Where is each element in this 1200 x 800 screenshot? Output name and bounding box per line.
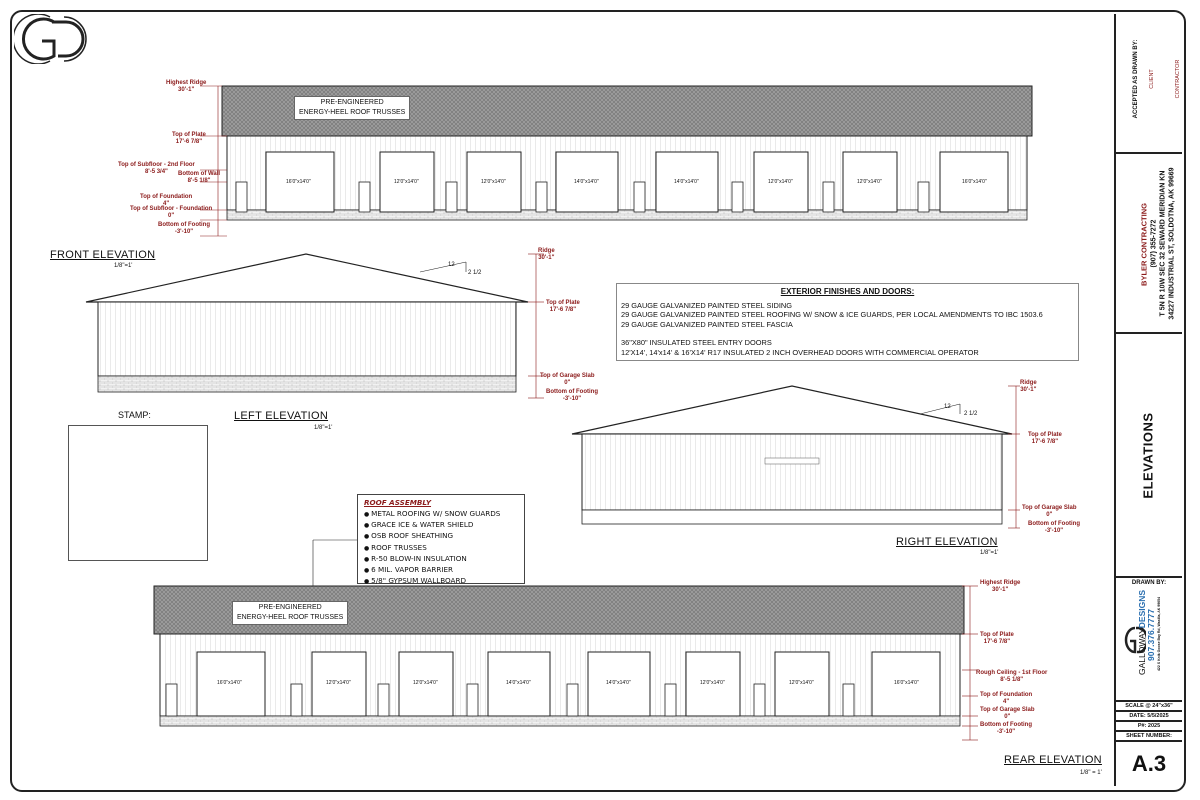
- roof-assembly-item: ● GRACE ICE & WATER SHIELD: [364, 520, 518, 531]
- door-label: 12'0"x14'0": [394, 179, 419, 185]
- door-label: 16'0"x14'0": [217, 680, 242, 686]
- front-highest-ridge-label: Highest Ridge 30'-1": [166, 80, 207, 93]
- tb-company: BYLER CONTRACTING: [1139, 203, 1149, 286]
- right-pitch-rise: 2 1/2: [964, 411, 978, 417]
- tb-drawn-by: [1116, 578, 1182, 702]
- rear-rough-ceiling-label: Rough Ceiling - 1st Floor 8'-5 1/8": [976, 670, 1048, 683]
- left-pitch-rise: 2 1/2: [468, 270, 482, 276]
- rear-footing-label: Bottom of Footing -3'-10": [980, 722, 1032, 735]
- rear-top-foundation-label: Top of Foundation 4": [980, 692, 1033, 705]
- left-pitch-run: 12: [448, 262, 455, 268]
- tb-firm-name: GALLOWAYDESIGNS: [1137, 589, 1147, 675]
- tb-project-number: P#: 2025: [1116, 722, 1182, 732]
- tb-scale: SCALE @ 24"x36": [1116, 702, 1182, 712]
- roof-assembly-item: ● 5/8" GYPSUM WALLBOARD: [364, 576, 518, 587]
- door-label: 16'0"x14'0": [286, 179, 311, 185]
- rear-elevation-scale: 1/8" = 1': [1080, 770, 1102, 776]
- notes-heading: EXTERIOR FINISHES AND DOORS:: [780, 287, 915, 296]
- roof-assembly-item: ● OSB ROOF SHEATHING: [364, 531, 518, 542]
- left-footing-label: Bottom of Footing -3'-10": [546, 389, 598, 402]
- door-label: 14'0"x14'0": [506, 680, 531, 686]
- rear-garage-label: Top of Garage Slab 0": [980, 707, 1035, 720]
- front-top-plate-label: Top of Plate 17'-6 7/8": [172, 132, 206, 145]
- front-top-foundation-label: Top of Foundation 4": [140, 194, 193, 207]
- exterior-finishes-notes: [616, 283, 1079, 361]
- tb-date: DATE: 5/5/2025: [1116, 712, 1182, 722]
- roof-assembly-item: ● 6 MIL. VAPOR BARRIER: [364, 565, 518, 576]
- tb-legal: T 5N R 10W SEC 32 SEWARD MERIDIAN KN: [1159, 170, 1167, 317]
- notes-line: 29 GAUGE GALVANIZED PAINTED STEEL ROOFING W/ SNOW & ICE GUARDS, PER LOCAL AMENDMENTS TO IBC 1503.6: [621, 310, 1043, 319]
- stamp-label: STAMP:: [118, 410, 151, 420]
- front-bottom-wall-label: Bottom of Wall 8'-5 1/8": [178, 171, 221, 184]
- door-label: 16'0"x14'0": [962, 179, 987, 185]
- front-subfloor-foundation-label: Top of Subfloor - Foundation 0": [130, 206, 213, 219]
- door-label: 14'0"x14'0": [574, 179, 599, 185]
- notes-line: 12'X14', 14'x14' & 16'X14' R17 INSULATED 2 INCH OVERHEAD DOORS WITH COMMERCIAL OPERATOR: [621, 347, 979, 357]
- right-pitch-run: 12: [944, 404, 951, 410]
- right-elevation-title: RIGHT ELEVATION: [896, 536, 998, 548]
- door-label: 12'0"x14'0": [326, 680, 351, 686]
- right-ridge-label: Ridge 30'-1": [1020, 380, 1037, 393]
- tb-sheet-number: A.3: [1131, 751, 1167, 776]
- roof-assembly-item: ● METAL ROOFING W/ SNOW GUARDS: [364, 509, 518, 520]
- roof-assembly-item: ● ROOF TRUSSES: [364, 543, 518, 554]
- roof-assembly-heading: ROOF ASSEMBLY: [364, 498, 432, 507]
- tb-drawn-by-label: DRAWN BY:: [1131, 580, 1167, 586]
- tb-project: [1116, 154, 1182, 334]
- front-truss-label-line2: ENERGY-HEEL ROOF TRUSSES: [299, 109, 406, 116]
- right-elevation-scale: 1/8"=1': [980, 550, 999, 556]
- rear-top-plate-label: Top of Plate 17'-6 7/8": [980, 632, 1014, 645]
- rear-highest-ridge-label: Highest Ridge 30'-1": [980, 580, 1021, 593]
- right-garage-label: Top of Garage Slab 0": [1022, 505, 1077, 518]
- door-label: 14'0"x14'0": [674, 179, 699, 185]
- right-elevation-drawing: [560, 380, 1020, 540]
- front-truss-label-line1: PRE-ENGINEERED: [320, 99, 384, 106]
- left-elevation-title: LEFT ELEVATION: [234, 410, 329, 422]
- left-ridge-label: Ridge 30'-1": [538, 248, 555, 261]
- door-label: 12'0"x14'0": [857, 179, 882, 185]
- tb-firm-phone: 907.376.7777: [1146, 609, 1156, 661]
- rear-elevation-drawing: [0, 530, 1110, 760]
- tb-accepted-label: ACCEPTED AS DRAWN BY:: [1133, 39, 1139, 119]
- front-elevation-scale: 1/8"=1': [114, 263, 133, 269]
- right-footing-label: Bottom of Footing -3'-10": [1028, 521, 1080, 534]
- left-elevation-scale: 1/8"=1': [314, 425, 333, 431]
- tb-contractor-label: CONTRACTOR: [1175, 59, 1181, 99]
- tb-sheet-number-label: SHEET NUMBER:: [1116, 732, 1182, 742]
- rear-truss-label-line2: ENERGY-HEEL ROOF TRUSSES: [237, 614, 344, 621]
- front-bottom-footing-label: Bottom of Footing -3'-10": [158, 222, 210, 235]
- title-block: [1114, 14, 1182, 786]
- tb-address: 34227 INDUSTRIAL ST, SOLDOTNA, AK 99669: [1168, 167, 1176, 320]
- left-garage-label: Top of Garage Slab 0": [540, 373, 595, 386]
- rear-truss-label-line1: PRE-ENGINEERED: [258, 604, 322, 611]
- door-label: 14'0"x14'0": [606, 680, 631, 686]
- left-top-plate-label: Top of Plate 17'-6 7/8": [546, 300, 580, 313]
- rear-elevation-title: REAR ELEVATION: [1004, 754, 1102, 766]
- tb-phone: (907) 355-7272: [1150, 219, 1158, 268]
- right-top-plate-label: Top of Plate 17'-6 7/8": [1028, 432, 1062, 445]
- tb-client-label: CLIENT: [1149, 69, 1155, 89]
- notes-line: 29 GAUGE GALVANIZED PAINTED STEEL FASCIA: [621, 319, 793, 329]
- left-elevation-drawing: [0, 0, 620, 420]
- roof-assembly-item: ● R-50 BLOW-IN INSULATION: [364, 554, 518, 565]
- notes-line: 36"X80" INSULATED STEEL ENTRY DOORS: [621, 338, 772, 347]
- door-label: 12'0"x14'0": [789, 680, 814, 686]
- door-label: 16'0"x14'0": [894, 680, 919, 686]
- door-label: 12'0"x14'0": [700, 680, 725, 686]
- notes-line: 29 GAUGE GALVANIZED PAINTED STEEL SIDING: [621, 300, 792, 310]
- tb-sheet-title-text: ELEVATIONS: [1140, 412, 1156, 499]
- rear-truss-label: [232, 601, 348, 625]
- tb-sheet-title: [1116, 334, 1182, 578]
- door-label: 12'0"x14'0": [413, 680, 438, 686]
- front-elevation-title: FRONT ELEVATION: [50, 249, 156, 261]
- tb-acceptance: [1116, 14, 1182, 154]
- door-label: 12'0"x14'0": [768, 179, 793, 185]
- front-subfloor2-label: Top of Subfloor - 2nd Floor 8'-5 3/4": [118, 162, 195, 175]
- tb-firm-address: 422 S Knik Goose Bay Rd, Wasilla, AK 99654: [1157, 596, 1161, 672]
- door-label: 12'0"x14'0": [481, 179, 506, 185]
